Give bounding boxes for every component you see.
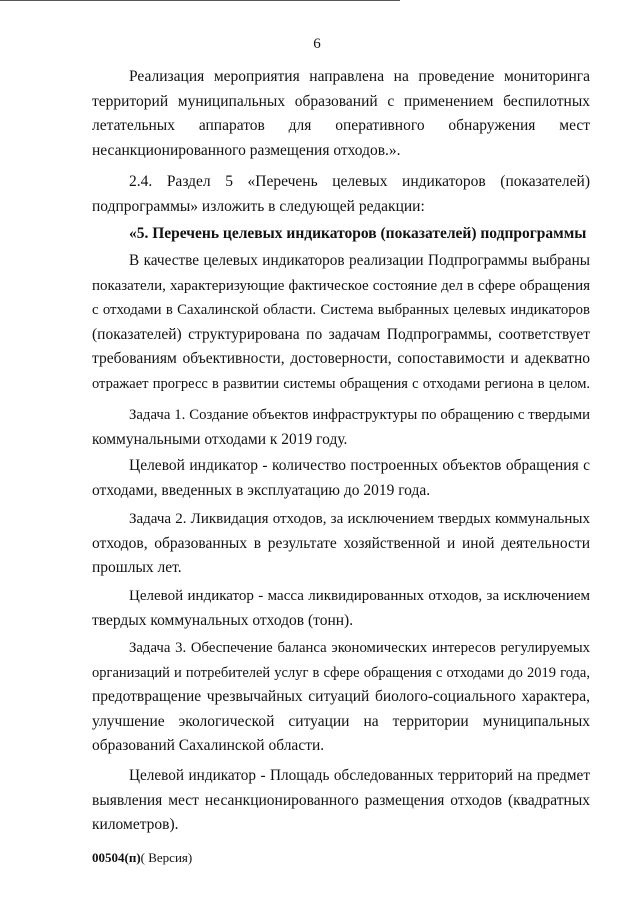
text-line: образований Сахалинской области. <box>92 737 325 754</box>
paragraph-drone-monitoring <box>92 65 590 163</box>
paragraph-indicator-2 <box>92 584 590 633</box>
paragraph-indicator-1 <box>92 454 590 503</box>
paragraph-indicator-3 <box>92 764 590 838</box>
text-line: В качестве целевых индикаторов реализации Подпрограммы выбраны <box>129 252 590 269</box>
text-line: Задача 2. Ликвидация отходов, за исключением твердых коммунальных <box>129 511 590 527</box>
page-number: 6 <box>313 36 321 52</box>
document-version: ( Версия) <box>140 850 193 865</box>
text-line: твердых коммунальных отходов (тонн). <box>92 611 354 629</box>
scan-edge-line <box>0 0 400 1</box>
text-line: (показателей) структурирована по задачам Подпрограммы, соответствует <box>92 325 590 343</box>
paragraph-section-5-amendment <box>92 170 590 219</box>
paragraph-task-2 <box>92 507 590 581</box>
document-footer <box>92 850 192 866</box>
text-line: Реализация мероприятия направлена на проведение мониторинга <box>129 68 590 85</box>
heading-text: «5. Перечень целевых индикаторов (показателей) подпрограммы <box>129 225 587 242</box>
document-code: 00504(п) <box>92 850 141 865</box>
text-line: километров). <box>92 816 179 833</box>
text-line: подпрограммы» изложить в следующей редакции: <box>92 197 425 215</box>
text-line: Целевой индикатор - масса ликвидированных отходов, за исключением <box>129 588 590 604</box>
paragraph-task-1 <box>92 403 590 452</box>
text-line: отходов, образованных в результате хозяйственной и иной деятельности <box>92 534 590 552</box>
paragraph-indicators-intro <box>92 249 590 396</box>
section-heading <box>92 222 590 247</box>
text-line: Задача 3. Обеспечение баланса экономических интересов регулируемых <box>129 640 590 656</box>
text-line: организаций и потребителей услуг в сфере обращения с отходами до 2019 года, <box>92 664 590 681</box>
text-line: летательных аппаратов для оперативного обнаружения мест <box>92 117 590 134</box>
text-line: требованиям объективности, достоверности, сопоставимости и адекватно <box>92 350 590 367</box>
text-line: показатели, характеризующие фактическое состояние дел в сфере обращения <box>92 277 590 294</box>
text-line: 2.4. Раздел 5 «Перечень целевых индикаторов (показателей) <box>129 173 590 190</box>
text-line: предотвращение чрезвычайных ситуаций биолого-социального характера, <box>92 688 590 705</box>
text-line: Задача 1. Создание объектов инфраструктуры по обращению с твердыми <box>129 407 590 423</box>
text-line: коммунальными отходами к 2019 году. <box>92 430 348 448</box>
paragraph-task-3 <box>92 636 590 759</box>
text-line: улучшение экологической ситуации на территории муниципальных <box>92 712 590 730</box>
text-line: Целевой индикатор - количество построенных объектов обращения с <box>129 457 590 474</box>
text-line: Целевой индикатор - Площадь обследованных территорий на предмет <box>129 767 590 784</box>
text-line: выявления мест несанкционированного размещения отходов (квадратных <box>92 791 590 809</box>
text-line: отходами, введенных в эксплуатацию до 2019 года. <box>92 481 431 499</box>
text-line: отражает прогресс в развитии системы обращения с отходами региона в целом. <box>92 375 590 392</box>
text-line: с отходами в Сахалинской области. Система выбранных целевых индикаторов <box>92 302 590 318</box>
text-line: несанкционированного размещения отходов.». <box>92 141 401 159</box>
text-line: территорий муниципальных образований с применением беспилотных <box>92 92 590 110</box>
text-line: прошлых лет. <box>92 559 182 576</box>
